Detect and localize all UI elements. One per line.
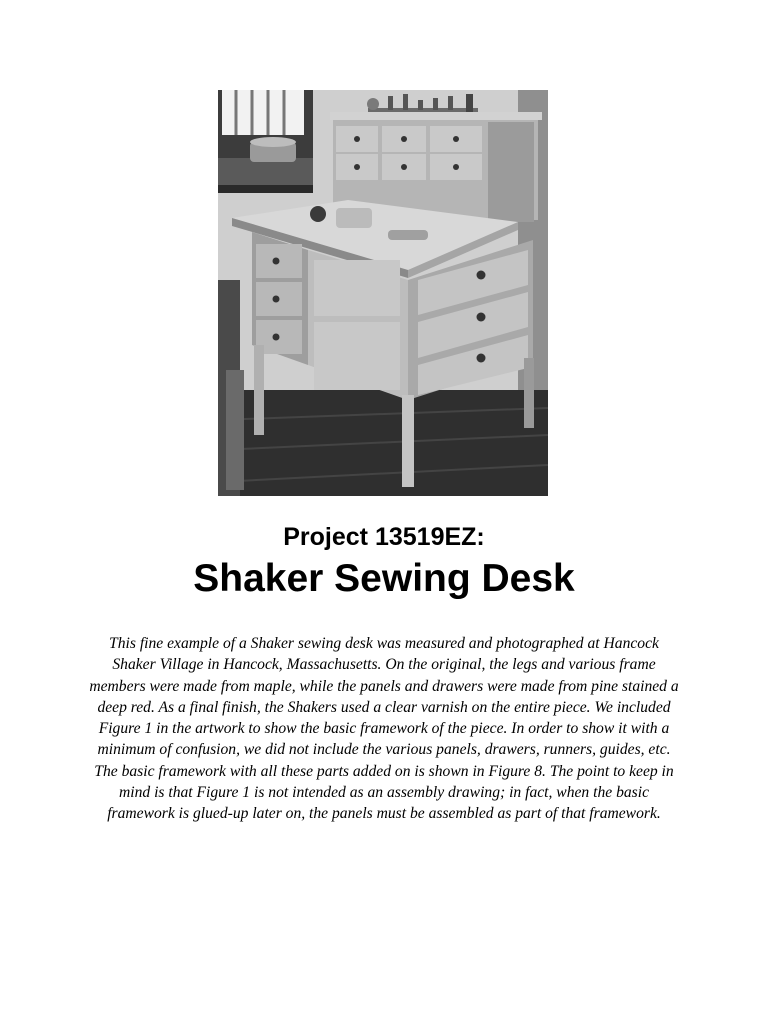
page-title: Shaker Sewing Desk [193, 557, 575, 600]
project-number: Project 13519EZ: [283, 523, 485, 551]
intro-paragraph: This fine example of a Shaker sewing desk was measured and photographed at Hancock Shaker Village in Hancock, Massachusetts. On the original, the legs and various frame members were made from maple, while the panels and drawers were made from pine stained a deep red. As a final finish, the Shakers used a clear varnish on the entire piece. We included Figure 1 in the artwork to show the basic framework of the piece. In order to show it with a minimum of confusion, we did not include the various panels, drawers, runners, guides, etc. The basic framework with all these parts added on is shown in Figure 8. The point to keep in mind is that Figure 1 is not intended as an assembly drawing; in fact, when the basic framework is glued-up later on, the panels must be assembled as part of that framework. [89, 635, 679, 823]
desk-photo [218, 90, 548, 496]
